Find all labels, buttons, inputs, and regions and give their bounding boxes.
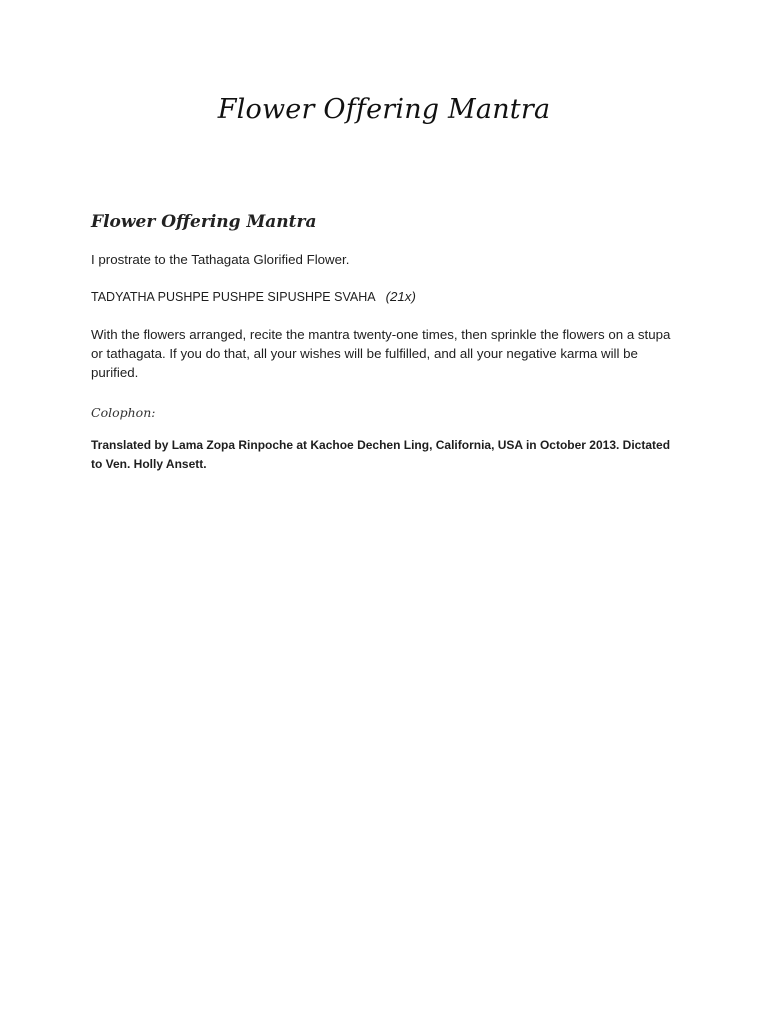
section-heading: Flower Offering Mantra [91, 212, 317, 232]
prostration-text: I prostrate to the Tathagata Glorified Flower. [91, 252, 350, 267]
colophon-label: Colophon: [91, 405, 156, 420]
mantra-line [91, 287, 676, 307]
page-title: Flower Offering Mantra [217, 94, 551, 125]
instructions-paragraph: With the flowers arranged, recite the mantra twenty-one times, then sprinkle the flowers on a stupa or tathagata. If you do that, all your wishes will be fulfilled, and all your negative karma will be purified. [91, 327, 671, 380]
colophon-text: Translated by Lama Zopa Rinpoche at Kachoe Dechen Ling, California, USA in October 2013. Dictated to Ven. Holly Ansett. [91, 438, 671, 471]
mantra-repetitions: (21x) [385, 289, 416, 304]
document-body [91, 210, 676, 474]
mantra-text: TADYATHA PUSHPE PUSHPE SIPUSHPE SVAHA [91, 290, 376, 304]
